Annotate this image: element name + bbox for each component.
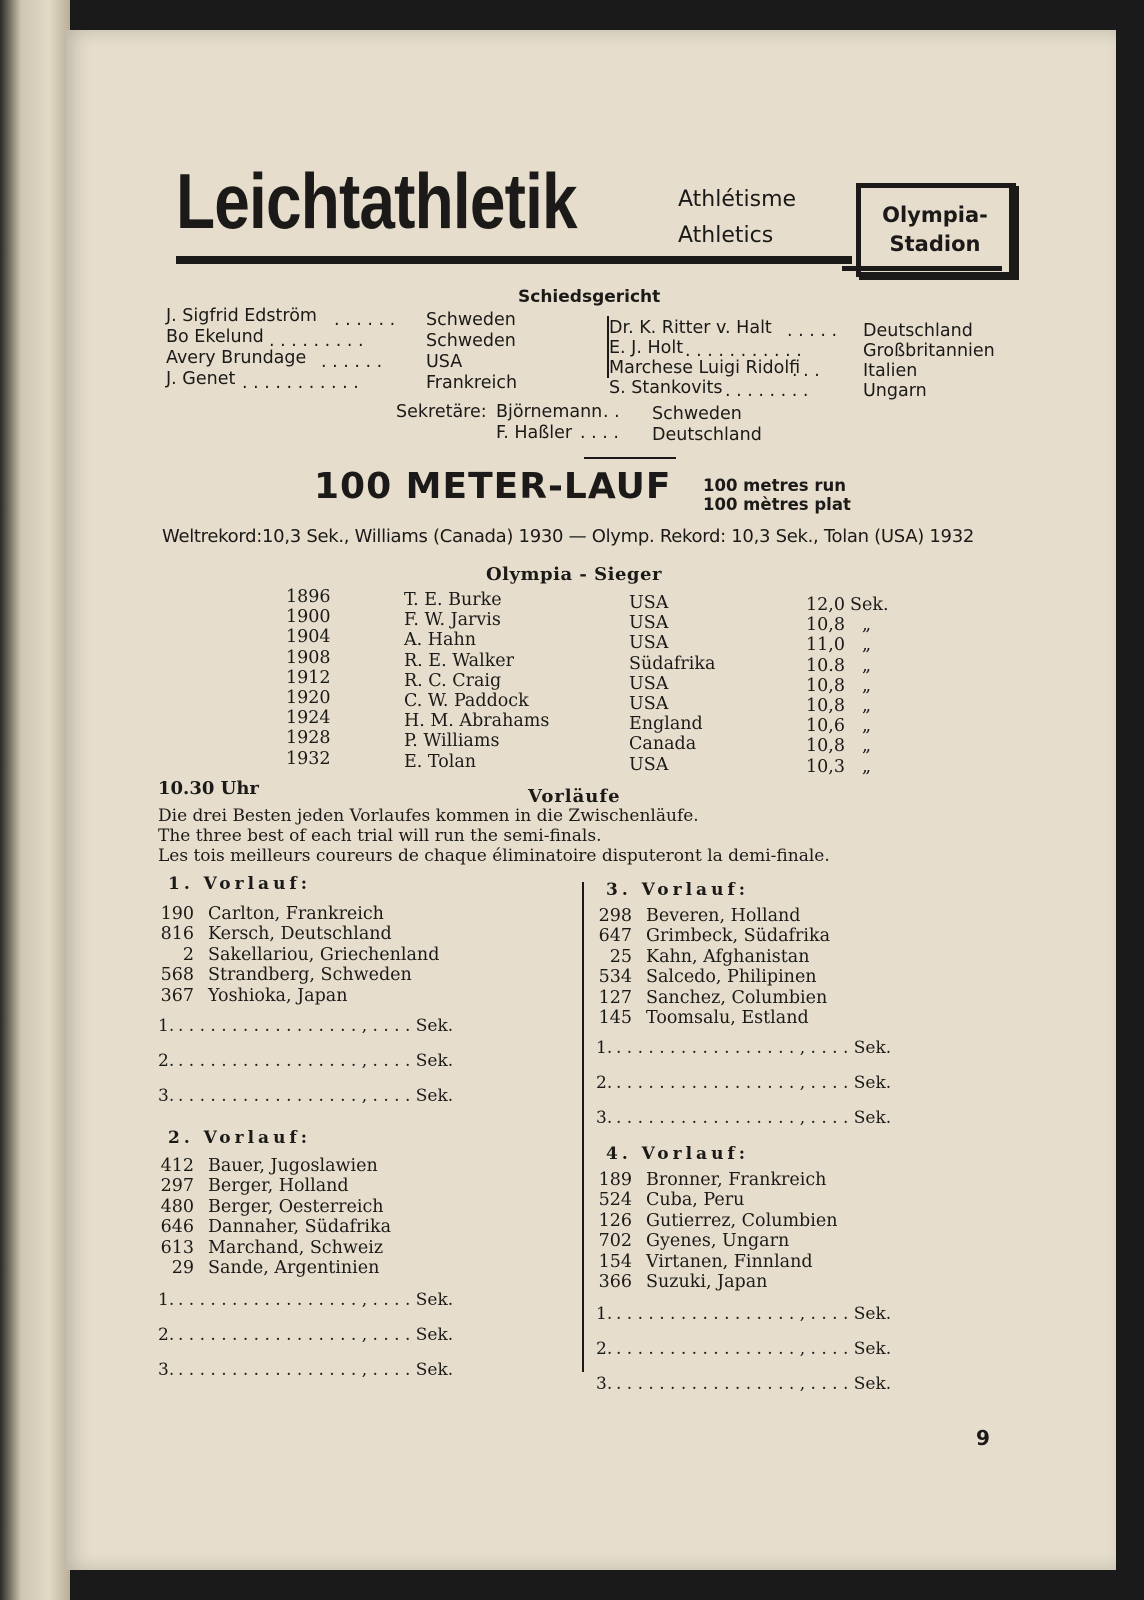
subtitle-en: Athletics (678, 223, 774, 248)
winner-country: USA (629, 633, 669, 654)
winner-year: 1920 (286, 688, 331, 708)
bib-number: 524 (598, 1190, 632, 1211)
athlete-name: Sakellariou, Griechenland (208, 944, 440, 965)
bib-number: 29 (171, 1258, 194, 1278)
jury-name: Dr. K. Ritter v. Halt (609, 318, 772, 338)
winner-unit: „ (862, 716, 872, 737)
winner-time: 10,8 (806, 615, 845, 636)
winner-country: USA (629, 673, 669, 694)
event-subtitle-en: 100 metres run (703, 476, 846, 495)
jury-dots: . . . . . . . . . . . (242, 373, 359, 393)
winner-year: 1904 (286, 627, 331, 648)
secretary-dots: . . . . (580, 423, 619, 443)
athlete-name: Kahn, Afghanistan (646, 946, 810, 967)
bib-number: 568 (160, 965, 194, 986)
result-place: 2. (596, 1073, 613, 1093)
heats-column-divider (582, 882, 584, 1372)
winner-name: F. W. Jarvis (404, 610, 501, 631)
secretary-dots: . . (603, 402, 620, 422)
result-place: 3. (158, 1086, 175, 1106)
winner-year: 1912 (286, 667, 331, 688)
event-title: 100 METER-LAUF (314, 466, 672, 507)
heat-title: 3. Vorlauf: (606, 880, 750, 900)
bib-number: 412 (160, 1156, 194, 1176)
jury-dots: . . . . . (787, 321, 838, 341)
heat-entry (158, 965, 412, 985)
start-time: 10.30 Uhr (158, 778, 259, 799)
jury-heading: Schiedsgericht (518, 287, 661, 307)
athlete-name: Marchand, Schweiz (208, 1237, 384, 1258)
result-blank: . . . . . . . . . . . . . . . . . , . . . . Sek. (178, 1051, 454, 1071)
winner-year: 1928 (286, 728, 331, 749)
winner-name: R. C. Craig (404, 670, 502, 691)
winner-name: H. M. Abrahams (404, 711, 550, 732)
bib-number: 816 (160, 924, 194, 945)
jury-country: Schweden (426, 331, 516, 351)
result-blank: . . . . . . . . . . . . . . . . . , . . . . Sek. (616, 1304, 892, 1324)
subtitle-fr: Athlétisme (678, 187, 797, 212)
winner-unit: Sek. (850, 595, 889, 615)
winner-year: 1932 (286, 748, 331, 769)
heat-title: 1. Vorlauf: (168, 874, 312, 894)
title-underline (176, 256, 852, 264)
athlete-name: Bauer, Jugoslawien (208, 1156, 378, 1176)
winner-unit: „ (862, 696, 872, 716)
bib-number: 154 (598, 1251, 632, 1272)
bib-number: 298 (598, 906, 632, 926)
jury-dots: . . . (792, 361, 820, 381)
winner-time: 10.8 (806, 655, 845, 676)
result-place: 3. (596, 1374, 613, 1394)
winner-year: 1908 (286, 647, 331, 668)
jury-country: Schweden (426, 310, 516, 330)
result-place: 1. (596, 1038, 613, 1058)
bib-number: 702 (598, 1231, 632, 1252)
winner-country: USA (629, 593, 669, 613)
winner-country: USA (629, 694, 669, 714)
jury-name: J. Sigfrid Edström (166, 306, 317, 326)
result-blank: . . . . . . . . . . . . . . . . . , . . . . Sek. (178, 1016, 454, 1036)
secretary-name: F. Haßler (496, 423, 573, 443)
heat-entry (596, 988, 827, 1008)
venue-line-2: Stadion (889, 232, 981, 256)
jury-name: J. Genet (166, 369, 236, 389)
bib-number: 367 (160, 985, 194, 1006)
winner-time: 10,8 (806, 696, 845, 716)
result-place: 2. (596, 1339, 613, 1359)
winner-unit: „ (862, 635, 872, 656)
bib-number: 534 (598, 967, 632, 988)
jury-country: Ungarn (863, 381, 927, 401)
jury-dots: . . . . . . (334, 310, 396, 330)
winner-name: E. Tolan (404, 751, 477, 772)
jury-name: Bo Ekelund (166, 327, 264, 347)
jury-dots: . . . . . . . . . . . (685, 341, 802, 361)
winner-unit: „ (862, 655, 872, 676)
heat-entry (158, 904, 384, 924)
result-blank: . . . . . . . . . . . . . . . . . , . . . . Sek. (616, 1374, 892, 1394)
bib-number: 297 (160, 1176, 194, 1197)
result-blank: . . . . . . . . . . . . . . . . . , . . . . Sek. (178, 1325, 454, 1345)
athlete-name: Toomsalu, Estland (646, 1008, 809, 1028)
title-underline-extension (842, 266, 1002, 271)
page-title: Leichtathletik (176, 157, 577, 245)
book-binding (0, 0, 70, 1600)
jury-name: S. Stankovits (609, 378, 723, 398)
secretary-name: Björnemann (496, 402, 603, 422)
athlete-name: Beveren, Holland (646, 906, 801, 926)
winner-country: Südafrika (629, 653, 716, 674)
winner-country: Canada (629, 734, 697, 755)
winner-time: 10,6 (806, 716, 845, 737)
result-blank: . . . . . . . . . . . . . . . . . , . . . . Sek. (616, 1339, 892, 1359)
heat-entry (158, 1197, 384, 1217)
result-place: 1. (158, 1016, 175, 1036)
intro-french: Les tois meilleurs coureurs de chaque éliminatoire disputeront la demi-finale. (158, 846, 830, 866)
athlete-name: Bronner, Frankreich (646, 1170, 827, 1190)
heat-entry (596, 967, 817, 987)
winner-time: 10,8 (806, 675, 845, 696)
athlete-name: Grimbeck, Südafrika (646, 926, 830, 947)
heat-entry (596, 906, 800, 926)
heat-entry (596, 1008, 809, 1028)
intro-english: The three best of each trial will run the semi-finals. (158, 826, 602, 846)
bib-number: 145 (598, 1008, 632, 1028)
winner-name: A. Hahn (404, 630, 476, 651)
athlete-name: Yoshioka, Japan (208, 985, 348, 1006)
bib-number: 366 (598, 1272, 632, 1292)
jury-name: Marchese Luigi Ridolfi (609, 358, 801, 378)
bib-number: 189 (598, 1170, 632, 1190)
athlete-name: Cuba, Peru (646, 1190, 745, 1211)
heat-title: 2. Vorlauf: (168, 1128, 312, 1148)
athlete-name: Virtanen, Finnland (646, 1251, 813, 1272)
result-place: 3. (158, 1360, 175, 1380)
heat-entry (158, 1176, 349, 1196)
jury-country: Frankreich (426, 373, 518, 393)
heat-entry (596, 1272, 767, 1292)
bib-number: 647 (598, 926, 632, 947)
athlete-name: Sande, Argentinien (208, 1258, 380, 1278)
bib-number: 127 (598, 987, 632, 1008)
winner-country: USA (629, 613, 669, 634)
jury-country: Deutschland (863, 321, 973, 341)
winners-heading: Olympia - Sieger (486, 564, 662, 585)
bib-number: 25 (609, 946, 632, 967)
winner-time: 10,8 (806, 736, 845, 757)
secretary-country: Deutschland (652, 425, 762, 445)
secretaries-label: Sekretäre: (396, 402, 487, 422)
page-number: 9 (976, 1426, 990, 1450)
result-place: 3. (596, 1108, 613, 1128)
result-blank: . . . . . . . . . . . . . . . . . , . . . . Sek. (178, 1360, 454, 1380)
result-blank: . . . . . . . . . . . . . . . . . , . . . . Sek. (178, 1290, 454, 1310)
event-subtitle-fr: 100 mètres plat (703, 495, 851, 514)
jury-country: USA (426, 352, 463, 372)
event-translations (703, 476, 851, 514)
heats-heading: Vorläufe (528, 786, 621, 807)
intro-german: Die drei Besten jeden Vorlaufes kommen in die Zwischenläufe. (158, 806, 699, 826)
venue-box (856, 183, 1016, 277)
winner-time: 12,0 (806, 595, 845, 615)
athlete-name: Strandberg, Schweden (208, 965, 412, 986)
heat-title: 4. Vorlauf: (606, 1144, 750, 1164)
winner-country: USA (629, 754, 669, 775)
heat-entry (158, 1238, 383, 1258)
athlete-name: Gutierrez, Columbien (646, 1210, 838, 1231)
result-blank: . . . . . . . . . . . . . . . . . , . . . . Sek. (178, 1086, 454, 1106)
result-place: 1. (596, 1304, 613, 1324)
winner-year: 1896 (286, 587, 331, 607)
heat-entry (158, 924, 392, 944)
result-place: 1. (158, 1290, 175, 1310)
athlete-name: Kersch, Deutschland (208, 924, 392, 945)
jury-dots: . . . . . . (321, 352, 383, 372)
winner-year: 1924 (286, 708, 331, 729)
winner-time: 10,3 (806, 756, 845, 777)
bib-number: 480 (160, 1196, 194, 1217)
winner-country: England (629, 714, 703, 735)
winner-unit: „ (862, 615, 872, 636)
title-translations (678, 182, 796, 254)
athlete-name: Dannaher, Südafrika (208, 1217, 392, 1238)
heat-entry (596, 947, 809, 967)
heat-entry (158, 945, 439, 965)
athlete-name: Suzuki, Japan (646, 1272, 768, 1292)
jury-name: E. J. Holt (609, 338, 684, 358)
heat-entry (158, 1217, 391, 1237)
athlete-name: Gyenes, Ungarn (646, 1231, 790, 1252)
heat-entry (596, 1190, 744, 1210)
athlete-name: Salcedo, Philipinen (646, 967, 817, 988)
bib-number: 2 (182, 944, 194, 965)
result-blank: . . . . . . . . . . . . . . . . . , . . . . Sek. (616, 1108, 892, 1128)
heat-entry (158, 1156, 378, 1176)
winner-name: P. Williams (404, 731, 500, 752)
records-line: Weltrekord:10,3 Sek., Williams (Canada) 1930 — Olymp. Rekord: 10,3 Sek., Tolan (USA) 1932 (162, 526, 975, 547)
program-page (66, 30, 1116, 1570)
winner-unit: „ (862, 736, 872, 757)
bib-number: 613 (160, 1237, 194, 1258)
result-blank: . . . . . . . . . . . . . . . . . , . . . . Sek. (616, 1073, 892, 1093)
heat-entry (596, 1252, 813, 1272)
winner-time: 11,0 (806, 635, 845, 656)
bib-number: 126 (598, 1210, 632, 1231)
jury-dots: . . . . . . . . . (269, 331, 364, 351)
result-place: 2. (158, 1325, 175, 1345)
heat-entry (596, 926, 830, 946)
athlete-name: Berger, Oesterreich (208, 1196, 384, 1217)
heat-entry (158, 986, 347, 1006)
result-place: 2. (158, 1051, 175, 1071)
winner-year: 1900 (286, 607, 331, 628)
winner-unit: „ (862, 756, 872, 777)
secretary-country: Schweden (652, 404, 742, 424)
winner-name: T. E. Burke (404, 590, 502, 610)
winner-name: R. E. Walker (404, 650, 515, 671)
heat-entry (158, 1258, 379, 1278)
athlete-name: Sanchez, Columbien (646, 987, 828, 1008)
jury-name: Avery Brundage (166, 348, 307, 368)
winner-name: C. W. Paddock (404, 691, 529, 711)
jury-dots: . . . . . . . . (725, 381, 809, 401)
heat-entry (596, 1231, 789, 1251)
winner-unit: „ (862, 675, 872, 696)
venue-line-1: Olympia- (882, 203, 988, 227)
heat-entry (596, 1170, 826, 1190)
bib-number: 190 (160, 904, 194, 924)
result-blank: . . . . . . . . . . . . . . . . . , . . . . Sek. (616, 1038, 892, 1058)
section-separator (584, 457, 676, 459)
jury-country: Italien (863, 361, 918, 381)
jury-country: Großbritannien (863, 341, 995, 361)
heat-entry (596, 1211, 837, 1231)
athlete-name: Berger, Holland (208, 1176, 349, 1197)
athlete-name: Carlton, Frankreich (208, 904, 384, 924)
bib-number: 646 (160, 1217, 194, 1238)
